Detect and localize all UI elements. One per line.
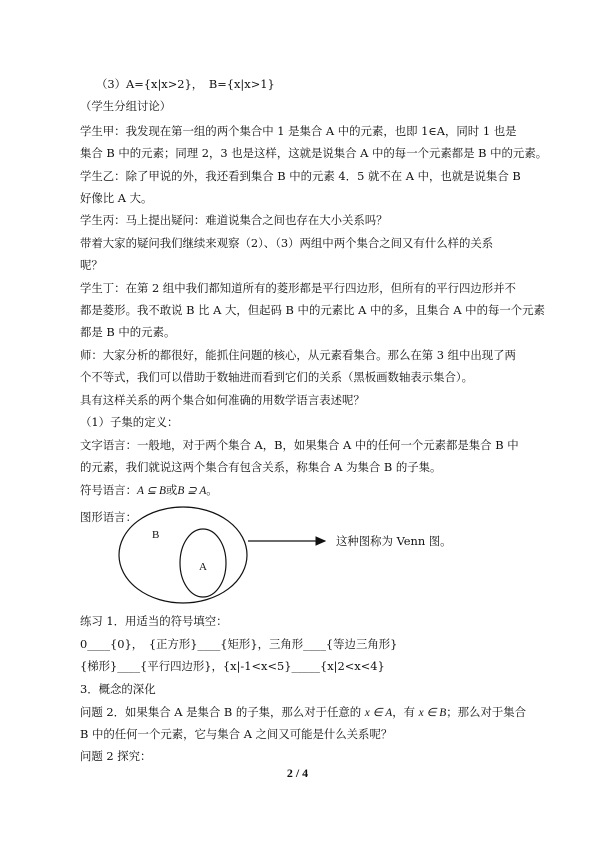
x-in-a-expression: x ∈ A: [364, 707, 393, 719]
concept-deepening-heading: 3．概念的深化: [80, 682, 156, 696]
student-b-line-2: 好像比 A 大。: [80, 191, 153, 205]
student-b-line-1: 学生乙：除了甲说的外，我还看到集合 B 中的元素 4．5 就不在 A 中，也就是说集合 B: [80, 169, 521, 183]
symbol-language-label: 符号语言：: [80, 483, 137, 497]
exercise-line-1: 0____{0}， {正方形}____{矩形}，三角形____{等边三角形}: [80, 637, 398, 651]
q2-suffix: ；那么对于集合: [446, 705, 527, 719]
set-b-label: B: [152, 529, 160, 541]
superset-expression: B ⊇ A: [177, 485, 207, 497]
question-2-line-1: [80, 704, 526, 721]
student-a-line-2: 集合 B 中的元素；同理 2，3 也是这样，这就是说集合 A 中的每一个元素都是 B 中的元素。: [80, 146, 548, 160]
subset-expression: A ⊆ B: [136, 485, 166, 497]
student-d-line-3: 都是 B 中的元素。: [80, 325, 176, 339]
figure-language-label: 图形语言：: [80, 510, 137, 524]
student-d-line-2: 都是菱形。我不敢说 B 比 A 大，但起码 B 中的元素比 A 中的多，且集合 A 中的每一个元素: [80, 303, 545, 317]
venn-caption: 这种图称为 Venn 图。: [336, 534, 452, 548]
subset-definition-heading: （1）子集的定义：: [80, 415, 179, 429]
text-language-line-1: 文字语言：一般地，对于两个集合 A，B，如果集合 A 中的任何一个元素都是集合 B 中: [80, 438, 519, 452]
exercise-heading: 练习 1．用适当的符号填空：: [80, 614, 228, 628]
teacher-question-line-1: 带着大家的疑问我们继续来观察（2）、（3）两组中两个集合之间又有什么样的关系: [80, 236, 494, 250]
teacher-comment-line-1: 师：大家分析的都很好，能抓住问题的核心，从元素看集合。那么在第 3 组中出现了两: [80, 348, 516, 362]
question-2-line-2: B 中的任何一个元素，它与集合 A 之间又可能是什么关系呢？: [80, 727, 393, 741]
period: 。: [206, 483, 218, 497]
text-language-line-2: 的元素，我们就说这两个集合有包含关系，称集合 A 为集合 B 的子集。: [80, 460, 442, 474]
set-a-label: A: [199, 561, 207, 573]
question-2-explore: 问题 2 探究：: [80, 749, 152, 763]
page-number: 2 / 4: [286, 766, 309, 780]
teacher-comment-line-2: 个不等式，我们可以借助于数轴进而看到它们的关系（黑板画数轴表示集合）。: [80, 370, 473, 384]
student-a-line-1: 学生甲：我发现在第一组的两个集合中 1 是集合 A 中的元素，也即 1∈A，同时 1 也是: [80, 124, 517, 138]
venn-diagram: [118, 505, 478, 611]
example-3-sets: （3）A={x|x>2}， B={x|x>1}: [96, 77, 275, 91]
q2-middle: ，有: [392, 705, 419, 719]
or-word: 或: [165, 483, 178, 497]
student-c-line: 学生丙：马上提出疑问：难道说集合之间也存在大小关系吗？: [80, 213, 388, 227]
x-in-b-expression: x ∈ B: [418, 707, 447, 719]
q2-prefix: 问题 2．如果集合 A 是集合 B 的子集，那么对于任意的: [80, 705, 365, 719]
symbol-language-line: [80, 482, 218, 499]
student-d-line-1: 学生丁：在第 2 组中我们都知道所有的菱形都是平行四边形，但所有的平行四边形并不: [80, 281, 516, 295]
teacher-question-line-2: 呢？: [80, 258, 103, 272]
transition-question: 具有这样关系的两个集合如何准确的用数学语言表述呢？: [80, 393, 365, 407]
set-b-ellipse: [119, 507, 247, 603]
exercise-line-2: {梯形}____{平行四边形}，{x|-1<x<5}_____{x|2<x<4}: [80, 659, 385, 673]
group-discussion-note: （学生分组讨论）: [80, 99, 172, 113]
